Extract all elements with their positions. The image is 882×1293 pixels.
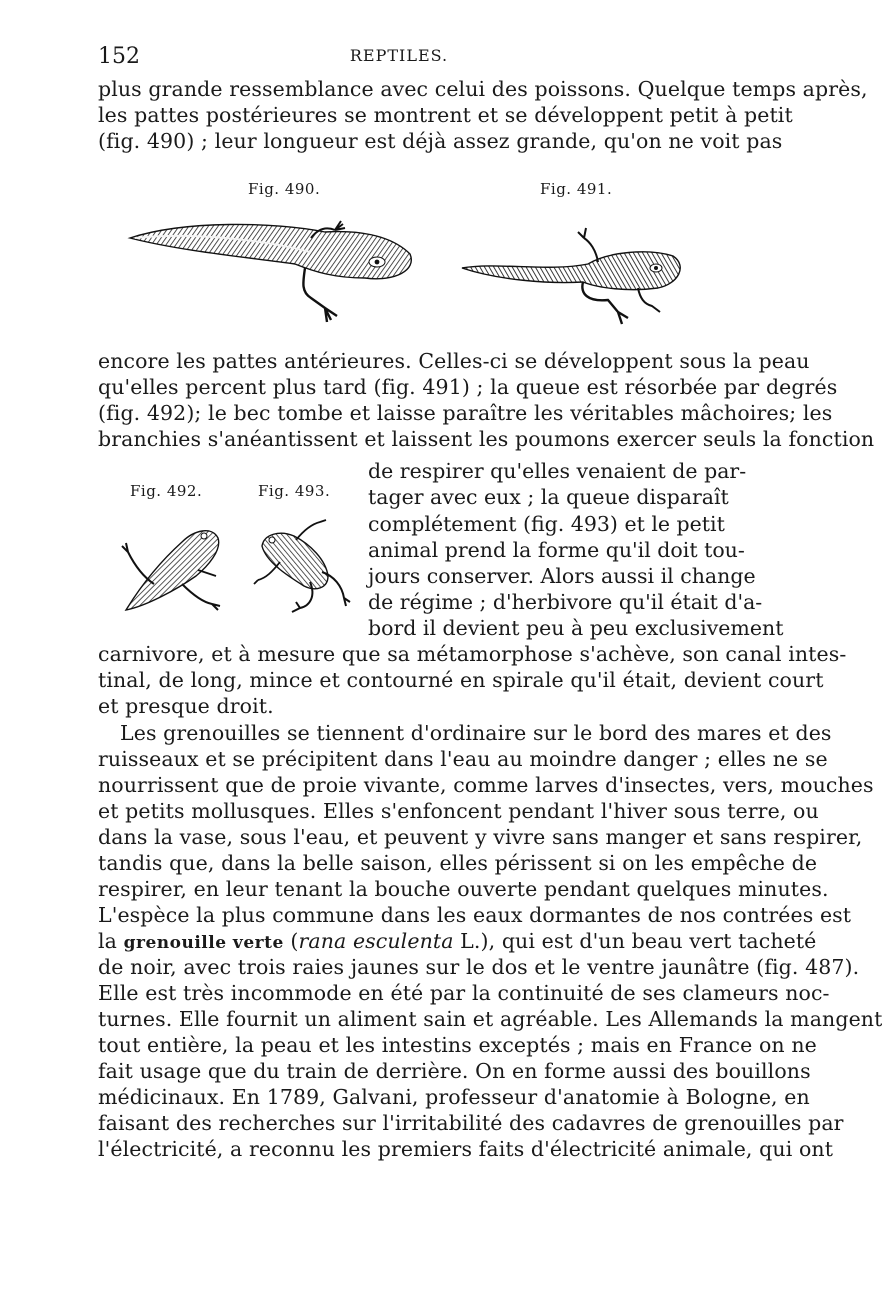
text-line: (fig. 490) ; leur longueur est déjà assez grande, qu'on ne voit pas (98, 129, 783, 153)
species-prefix: la (98, 929, 124, 953)
text-line: faisant des recherches sur l'irritabilité des cadavres de grenouilles par (98, 1111, 844, 1135)
species-latin-name: rana esculenta (298, 929, 454, 953)
text-line: tinal, de long, mince et contourné en spirale qu'il était, devient court (98, 668, 824, 692)
text-line: jours conserver. Alors aussi il change (368, 564, 756, 588)
text-line: médicinaux. En 1789, Galvani, professeur d'anatomie à Bologne, en (98, 1085, 810, 1109)
species-line (98, 928, 817, 956)
species-common-name: grenouille verte (123, 933, 284, 953)
figure-caption: Fig. 490. (248, 180, 321, 198)
text-line: (fig. 492); le bec tombe et laisse paraître les véritables mâchoires; les (98, 401, 833, 425)
text-line: et presque droit. (98, 694, 274, 718)
young-frog-figure (250, 516, 350, 616)
text-line: bord il devient peu à peu exclusivement (368, 616, 784, 640)
text-line: encore les pattes antérieures. Celles-ci se développent sous la peau (98, 349, 810, 373)
text-line: tandis que, dans la belle saison, elles périssent si on les empêche de (98, 851, 818, 875)
text-line: tout entière, la peau et les intestins exceptés ; mais en France on ne (98, 1033, 817, 1057)
page-number: 152 (98, 44, 140, 69)
tadpole-hind-legs-figure (125, 212, 425, 330)
text-line: qu'elles percent plus tard (fig. 491) ; la queue est résorbée par degrés (98, 375, 838, 399)
tadpole-four-legs-figure (458, 222, 688, 332)
text-line: dans la vase, sous l'eau, et peuvent y vivre sans manger et sans respirer, (98, 825, 863, 849)
text-line: fait usage que du train de derrière. On en forme aussi des bouillons (98, 1059, 811, 1083)
text-line: L'espèce la plus commune dans les eaux dormantes de nos contrées est (98, 903, 852, 927)
text-line: branchies s'anéantissent et laissent les poumons exercer seuls la fonction (98, 427, 875, 451)
species-open: ( (283, 929, 299, 953)
text-line: de régime ; d'herbivore qu'il était d'a- (368, 590, 763, 614)
young-frog-with-tail-figure (112, 514, 232, 616)
text-line: carnivore, et à mesure que sa métamorphose s'achève, son canal intes- (98, 642, 847, 666)
text-line: complétement (fig. 493) et le petit (368, 512, 725, 536)
figure-caption: Fig. 493. (258, 482, 331, 500)
text-line: l'électricité, a reconnu les premiers faits d'électricité animale, qui ont (98, 1137, 834, 1161)
figure-caption: Fig. 491. (540, 180, 613, 198)
text-line: et petits mollusques. Elles s'enfoncent pendant l'hiver sous terre, ou (98, 799, 819, 823)
text-line: Elle est très incommode en été par la continuité de ses clameurs noc- (98, 981, 830, 1005)
running-title: REPTILES. (349, 46, 449, 65)
text-line: ruisseaux et se précipitent dans l'eau au moindre danger ; elles ne se (98, 747, 828, 771)
figure-caption: Fig. 492. (130, 482, 203, 500)
text-line: respirer, en leur tenant la bouche ouverte pendant quelques minutes. (98, 877, 829, 901)
text-line: Les grenouilles se tiennent d'ordinaire sur le bord des mares et des (120, 721, 832, 745)
text-line: de noir, avec trois raies jaunes sur le dos et le ventre jaunâtre (fig. 487). (98, 955, 860, 979)
text-line: plus grande ressemblance avec celui des poissons. Quelque temps après, (98, 77, 868, 101)
text-line: turnes. Elle fournit un aliment sain et agréable. Les Allemands la mangent (98, 1007, 882, 1031)
text-line: de respirer qu'elles venaient de par- (368, 459, 747, 483)
page-header (98, 44, 700, 72)
text-line: les pattes postérieures se montrent et se développent petit à petit (98, 103, 793, 127)
text-line: animal prend la forme qu'il doit tou- (368, 538, 745, 562)
text-line: tager avec eux ; la queue disparaît (368, 485, 729, 509)
species-suffix: L.), qui est d'un beau vert tacheté (453, 929, 817, 953)
text-line: nourrissent que de proie vivante, comme larves d'insectes, vers, mouches (98, 773, 874, 797)
